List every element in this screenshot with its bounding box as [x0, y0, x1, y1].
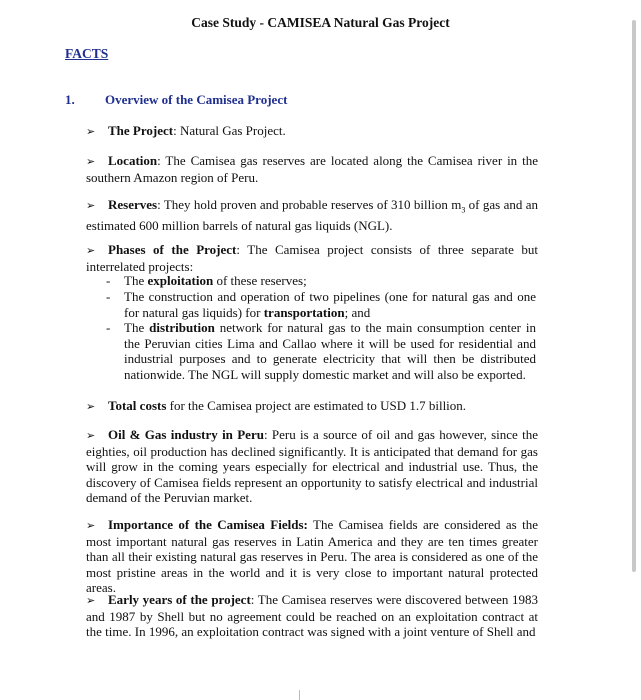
arrow-bullet-icon: ➢: [86, 125, 96, 138]
arrow-bullet-icon: ➢: [86, 594, 96, 607]
item-label: Early years of the project: [108, 592, 251, 607]
item-text: : The Camisea reserves were discovered between 1983 and 1987 by Shell but no agreement could be reached on an exploitation contract at the time. In 1996, an exploitation contract was signed with a joint venture of Shell and: [86, 592, 538, 639]
item-text: : The Camisea gas reserves are located along the Camisea river in the southern Amazon region of Peru.: [86, 153, 538, 185]
arrow-bullet-icon: ➢: [86, 155, 96, 168]
subitem-text: of these reserves;: [213, 273, 307, 288]
item-text: : Peru is a source of oil and gas however, since the eighties, oil production has declined significantly. It is anticipated that demand for gas will grow in the coming years especially for electrical and industrial use. Thus, the discovery of Camisea fields represent an opportunity to satisfy electrical and industrial demand of the Peruvian market.: [86, 427, 538, 505]
item-project: [86, 123, 538, 140]
item-label: Oil & Gas industry in Peru: [108, 427, 264, 442]
dash-bullet: -: [106, 289, 111, 304]
unit-superscript: 3: [461, 205, 466, 215]
arrow-bullet-icon: ➢: [86, 244, 96, 257]
subitem-bold: distribution: [149, 320, 215, 335]
subitem-text: The: [124, 320, 150, 335]
subitem-text: The: [124, 273, 148, 288]
item-phases: [86, 242, 538, 274]
item-text: for the Camisea project are estimated to USD 1.7 billion.: [166, 398, 467, 413]
item-importance: [86, 517, 538, 596]
item-location: [86, 153, 538, 185]
item-oil-gas: [86, 427, 538, 506]
item-text: : They hold proven and probable reserves of 310 billion m: [157, 197, 462, 212]
item-label: The Project: [108, 123, 174, 138]
page-title: Case Study - CAMISEA Natural Gas Project: [191, 15, 450, 30]
item-total-costs: [86, 398, 538, 415]
item-label: Reserves: [108, 197, 158, 212]
arrow-bullet-icon: ➢: [86, 429, 96, 442]
subitem-text: ; and: [344, 304, 371, 320]
subitem-bold: transportation: [263, 304, 345, 320]
item-reserves: [86, 197, 538, 234]
item-text: The Camisea fields are considered as the most important natural gas reserves in Latin America and they are ten times greater than all their existing natural gas reserves in Peru. The area is considered as one of the most pristine areas in the world and it is very close to important natural protected areas.: [86, 517, 538, 595]
subitem-bold: exploitation: [147, 273, 214, 288]
subitem-text: network for natural gas to the main consumption center in the Peruvian cities Lima and Callao where it will be used for residential and industrial purposes and to generate electricity that will then be distributed nationwide. The NGL will supply domestic market and will also be exported.: [124, 320, 536, 382]
item-early-years: [86, 592, 538, 640]
dash-bullet: -: [106, 320, 111, 335]
item-text: : Natural Gas Project.: [173, 123, 286, 138]
page-break-marker: [299, 690, 300, 700]
subitem-text: The construction and operation of two pipelines (one for natural gas and one for natural gas liquids) for: [124, 289, 536, 320]
arrow-bullet-icon: ➢: [86, 199, 96, 212]
item-label: Total costs: [108, 398, 167, 413]
arrow-bullet-icon: ➢: [86, 519, 96, 532]
item-label: Location: [108, 153, 158, 168]
dash-bullet: -: [106, 273, 111, 288]
section-title: Overview of the Camisea Project: [105, 92, 288, 107]
arrow-bullet-icon: ➢: [86, 400, 96, 413]
item-label: Phases of the Project: [108, 242, 237, 257]
item-text-cont: of gas and an estimated 600 million barrels of natural gas liquids (NGL).: [86, 197, 538, 234]
item-text: : The Camisea project consists of three separate but interrelated projects:: [86, 242, 538, 274]
item-label: Importance of the Camisea Fields:: [108, 517, 308, 532]
facts-heading: FACTS: [65, 46, 109, 61]
section-number: 1.: [65, 92, 75, 107]
vertical-scrollbar[interactable]: [632, 20, 636, 572]
